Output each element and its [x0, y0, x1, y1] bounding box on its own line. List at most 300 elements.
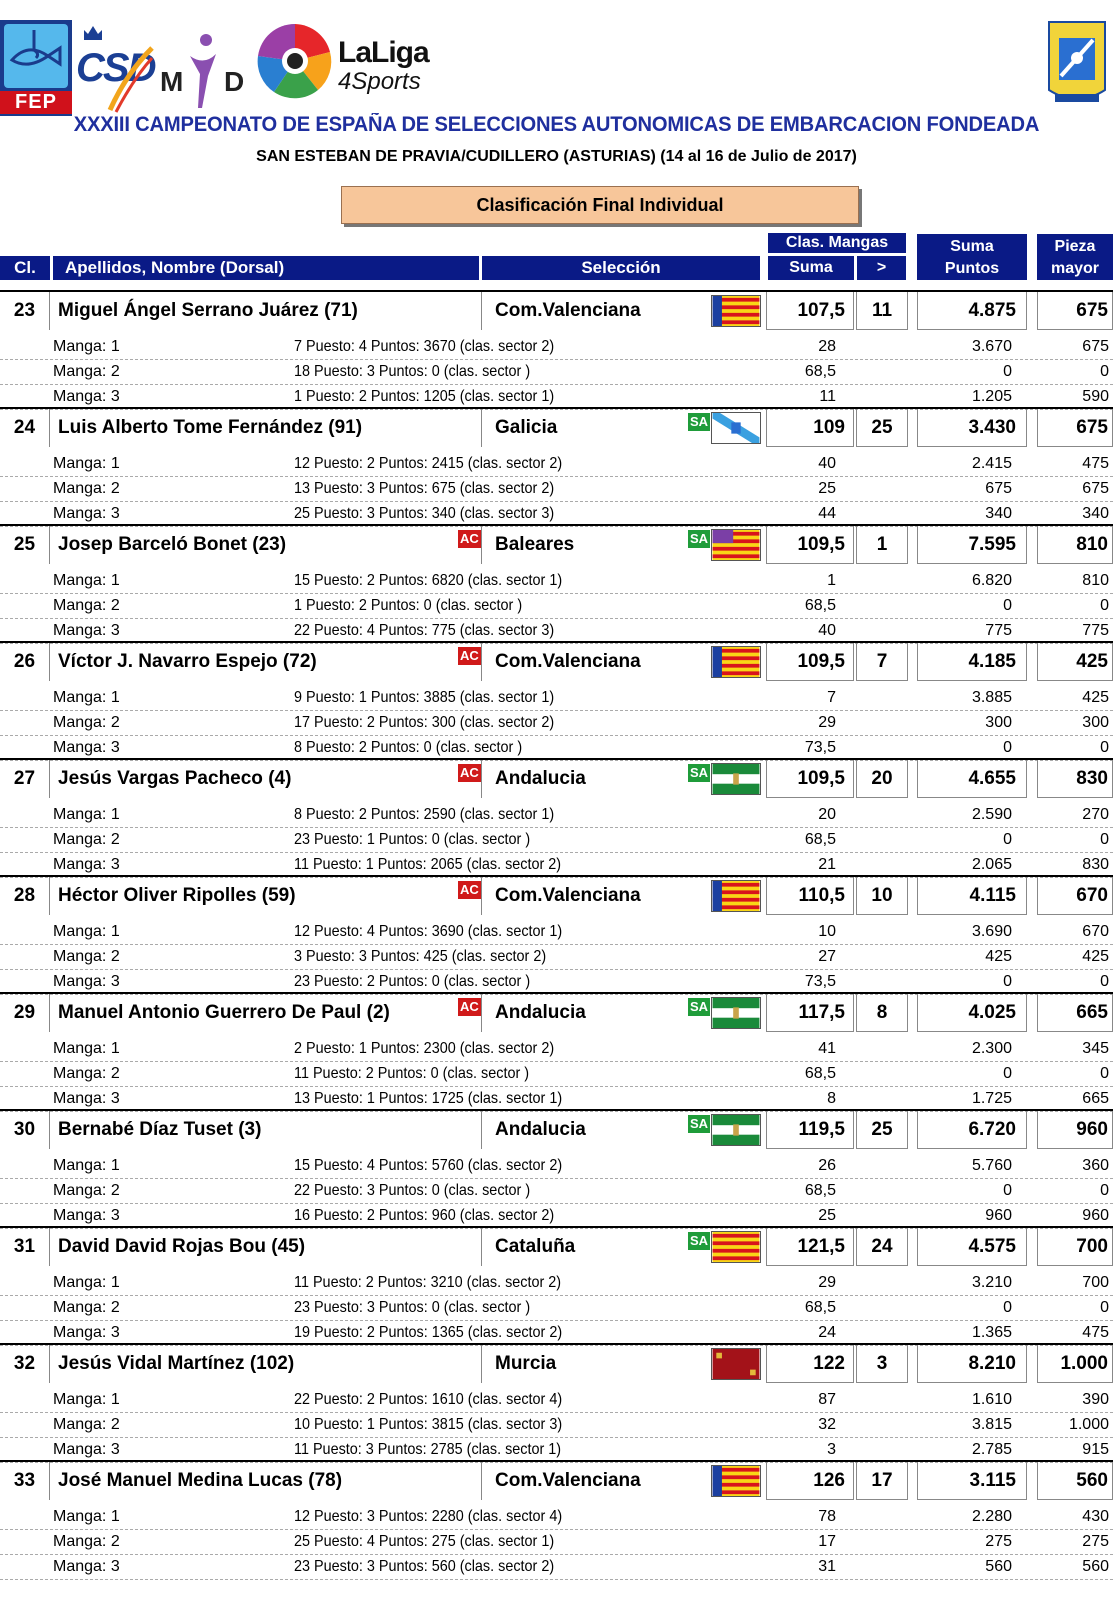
manga-suma: 25 [818, 1207, 836, 1224]
manga-row [0, 1178, 1113, 1204]
manga-row [0, 827, 1113, 853]
manga-row [0, 1061, 1113, 1087]
laliga-logo-subtext: 4Sports [338, 68, 421, 95]
manga-detail: 8 Puesto: 2 Puntos: 0 (clas. sector ) [294, 739, 523, 756]
manga-pieza: 0 [1100, 973, 1109, 990]
manga-detail: 11 Puesto: 3 Puntos: 2785 (clas. sector 1) [294, 1441, 562, 1458]
manga-row [0, 359, 1113, 385]
entry-greater: 25 [856, 1111, 908, 1149]
entry-rank: 23 [0, 292, 50, 330]
manga-puntos: 1.725 [971, 1090, 1012, 1107]
manga-puntos: 340 [985, 505, 1012, 522]
manga-row [0, 1036, 1113, 1062]
manga-detail: 3 Puesto: 3 Puntos: 425 (clas. sector 2) [294, 948, 547, 965]
manga-detail: 13 Puesto: 1 Puntos: 1725 (clas. sector 1) [294, 1090, 563, 1107]
manga-detail: 1 Puesto: 2 Puntos: 1205 (clas. sector 1) [294, 388, 555, 405]
manga-detail: 10 Puesto: 1 Puntos: 3815 (clas. sector 3) [294, 1416, 563, 1433]
manga-label: Manga: 2 [53, 480, 120, 497]
manga-detail: 15 Puesto: 2 Puntos: 6820 (clas. sector 1) [294, 572, 563, 589]
valenciana-flag-icon [711, 1465, 761, 1497]
manga-label: Manga: 1 [53, 1508, 120, 1525]
fep-logo [0, 20, 72, 116]
entry-name: Jesús Vidal Martínez (102) [58, 1353, 295, 1374]
manga-label: Manga: 2 [53, 1065, 120, 1082]
manga-puntos: 960 [985, 1207, 1012, 1224]
col-header-seleccion: Selección [482, 256, 760, 280]
entry-name: Bernabé Díaz Tuset (3) [58, 1119, 262, 1140]
manga-label: Manga: 3 [53, 622, 120, 639]
col-header-cl: Cl. [0, 256, 50, 280]
manga-label: Manga: 2 [53, 597, 120, 614]
andalucia-flag-icon [711, 763, 761, 795]
entry-suma-puntos: 4.875 [917, 292, 1027, 330]
entry-name: Jesús Vargas Pacheco (4) [58, 768, 292, 789]
manga-detail: 23 Puesto: 3 Puntos: 560 (clas. sector 2) [294, 1558, 555, 1575]
manga-suma: 7 [827, 689, 836, 706]
fep-logo-text: FEP [0, 91, 72, 114]
sa-badge: SA [690, 1233, 709, 1248]
manga-detail: 12 Puesto: 3 Puntos: 2280 (clas. sector 4) [294, 1508, 563, 1525]
manga-detail: 19 Puesto: 2 Puntos: 1365 (clas. sector 2) [294, 1324, 563, 1341]
manga-puntos: 2.415 [971, 455, 1012, 472]
manga-pieza: 675 [1082, 338, 1109, 355]
manga-detail: 17 Puesto: 2 Puntos: 300 (clas. sector 2) [294, 714, 555, 731]
manga-suma: 20 [818, 806, 836, 823]
entry-rank: 27 [0, 760, 50, 798]
entry-greater: 8 [856, 994, 908, 1032]
entry-name: Luis Alberto Tome Fernández (91) [58, 417, 363, 438]
entry-suma-puntos: 7.595 [917, 526, 1027, 564]
entry-pieza-mayor: 810 [1037, 526, 1113, 564]
manga-label: Manga: 3 [53, 505, 120, 522]
laliga-logo-text: LaLiga [338, 36, 429, 69]
valenciana-flag-icon [711, 295, 761, 327]
entry-suma-puntos: 3.115 [917, 1462, 1027, 1500]
manga-pieza: 300 [1082, 714, 1109, 731]
entry-seleccion: Com.Valenciana [495, 885, 641, 906]
sa-badge: SA [690, 1116, 709, 1131]
entry-name: Manuel Antonio Guerrero De Paul (2) [58, 1002, 390, 1023]
murcia-flag-icon [711, 1348, 761, 1380]
entry-row [0, 643, 1113, 681]
entry-suma-puntos: 6.720 [917, 1111, 1027, 1149]
mecd-d-text: D [224, 66, 245, 97]
entry-suma: 109,5 [766, 643, 854, 681]
manga-suma: 29 [818, 1274, 836, 1291]
entry-name: Héctor Oliver Ripolles (59) [58, 885, 296, 906]
entry-name: Josep Barceló Bonet (23) [58, 534, 287, 555]
manga-puntos: 2.590 [971, 806, 1012, 823]
manga-detail: 22 Puesto: 3 Puntos: 0 (clas. sector ) [294, 1182, 531, 1199]
andalucia-flag-icon [711, 997, 761, 1029]
manga-row [0, 451, 1113, 477]
entry-name: José Manuel Medina Lucas (78) [58, 1470, 343, 1491]
manga-detail: 23 Puesto: 2 Puntos: 0 (clas. sector ) [294, 973, 531, 990]
manga-row [0, 685, 1113, 711]
manga-puntos: 6.820 [971, 572, 1012, 589]
manga-puntos: 775 [985, 622, 1012, 639]
entry-pieza-mayor: 560 [1037, 1462, 1113, 1500]
col-header-suma-puntos [917, 234, 1027, 280]
manga-detail: 25 Puesto: 3 Puntos: 340 (clas. sector 3) [294, 505, 555, 522]
manga-puntos: 560 [985, 1558, 1012, 1575]
manga-suma: 26 [818, 1157, 836, 1174]
manga-suma: 3 [827, 1441, 836, 1458]
entry-seleccion: Baleares [495, 534, 575, 555]
entry-divider [481, 877, 482, 915]
manga-puntos: 0 [1003, 831, 1012, 848]
manga-puntos: 1.365 [971, 1324, 1012, 1341]
entry-name: David David Rojas Bou (45) [58, 1236, 306, 1257]
manga-suma: 17 [818, 1533, 836, 1550]
manga-puntos: 675 [985, 480, 1012, 497]
manga-pieza: 340 [1082, 505, 1109, 522]
entry-name: Miguel Ángel Serrano Juárez (71) [58, 300, 358, 321]
manga-label: Manga: 1 [53, 923, 120, 940]
figure-icon [186, 32, 220, 110]
entry-suma: 109,5 [766, 760, 854, 798]
entry-rank: 24 [0, 409, 50, 447]
manga-suma: 68,5 [804, 597, 836, 614]
manga-suma: 68,5 [804, 1182, 836, 1199]
entry-suma: 126 [766, 1462, 854, 1500]
entry-pieza-mayor: 670 [1037, 877, 1113, 915]
entry-greater: 3 [856, 1345, 908, 1383]
entry-suma-puntos: 4.655 [917, 760, 1027, 798]
manga-detail: 11 Puesto: 1 Puntos: 2065 (clas. sector 2) [294, 856, 562, 873]
manga-detail: 8 Puesto: 2 Puntos: 2590 (clas. sector 1) [294, 806, 555, 823]
entry-divider [481, 1228, 482, 1266]
manga-row [0, 476, 1113, 502]
manga-label: Manga: 1 [53, 338, 120, 355]
manga-label: Manga: 2 [53, 1416, 120, 1433]
col-header-pieza-mayor [1037, 234, 1113, 280]
entry-row [0, 760, 1113, 798]
manga-pieza: 475 [1082, 455, 1109, 472]
manga-label: Manga: 1 [53, 1391, 120, 1408]
entry-row [0, 409, 1113, 447]
manga-pieza: 960 [1082, 1207, 1109, 1224]
manga-suma: 32 [818, 1416, 836, 1433]
valenciana-flag-icon [711, 646, 761, 678]
manga-suma: 1 [827, 572, 836, 589]
classification-banner: Clasificación Final Individual [341, 186, 859, 224]
entry-pieza-mayor: 425 [1037, 643, 1113, 681]
entry-suma-puntos: 8.210 [917, 1345, 1027, 1383]
csd-logo [76, 24, 156, 114]
entry-rank: 26 [0, 643, 50, 681]
manga-row [0, 1412, 1113, 1438]
manga-label: Manga: 1 [53, 572, 120, 589]
manga-label: Manga: 2 [53, 831, 120, 848]
manga-suma: 87 [818, 1391, 836, 1408]
manga-pieza: 360 [1082, 1157, 1109, 1174]
entry-greater: 10 [856, 877, 908, 915]
csd-logo-text: CSD [76, 46, 155, 90]
manga-puntos: 3.210 [971, 1274, 1012, 1291]
manga-pieza: 1.000 [1068, 1416, 1109, 1433]
manga-puntos: 3.670 [971, 338, 1012, 355]
manga-puntos: 2.280 [971, 1508, 1012, 1525]
entry-divider [481, 409, 482, 447]
manga-row [0, 1529, 1113, 1555]
manga-row [0, 568, 1113, 594]
manga-puntos: 3.815 [971, 1416, 1012, 1433]
manga-pieza: 0 [1100, 831, 1109, 848]
manga-row [0, 593, 1113, 619]
entry-pieza-mayor: 1.000 [1037, 1345, 1113, 1383]
manga-row [0, 802, 1113, 828]
entry-greater: 7 [856, 643, 908, 681]
entry-suma: 110,5 [766, 877, 854, 915]
entry-row [0, 1345, 1113, 1383]
manga-suma: 78 [818, 1508, 836, 1525]
manga-label: Manga: 3 [53, 739, 120, 756]
entry-pieza-mayor: 830 [1037, 760, 1113, 798]
ac-badge: AC [460, 765, 479, 780]
manga-row [0, 334, 1113, 360]
entry-row [0, 292, 1113, 330]
entry-seleccion: Cataluña [495, 1236, 576, 1257]
manga-suma: 73,5 [804, 973, 836, 990]
manga-detail: 12 Puesto: 2 Puntos: 2415 (clas. sector 2) [294, 455, 563, 472]
manga-suma: 11 [819, 388, 836, 405]
entry-divider [481, 526, 482, 564]
manga-suma: 21 [818, 856, 836, 873]
sa-badge: SA [690, 414, 709, 429]
entry-suma: 119,5 [766, 1111, 854, 1149]
manga-pieza: 670 [1082, 923, 1109, 940]
entry-seleccion: Andalucia [495, 1119, 586, 1140]
entry-row [0, 1111, 1113, 1149]
manga-row [0, 710, 1113, 736]
logo-strip [0, 14, 1113, 114]
sa-badge: SA [690, 999, 709, 1014]
manga-row [0, 1153, 1113, 1179]
manga-label: Manga: 3 [53, 1207, 120, 1224]
manga-row [0, 1270, 1113, 1296]
manga-label: Manga: 1 [53, 1157, 120, 1174]
manga-detail: 7 Puesto: 4 Puntos: 3670 (clas. sector 2) [294, 338, 555, 355]
manga-suma: 73,5 [804, 739, 836, 756]
entry-seleccion: Galicia [495, 417, 558, 438]
manga-suma: 68,5 [804, 363, 836, 380]
manga-pieza: 475 [1082, 1324, 1109, 1341]
manga-row [0, 1554, 1113, 1580]
manga-pieza: 270 [1082, 806, 1109, 823]
entry-pieza-mayor: 700 [1037, 1228, 1113, 1266]
manga-puntos: 5.760 [971, 1157, 1012, 1174]
manga-label: Manga: 3 [53, 1324, 120, 1341]
manga-puntos: 0 [1003, 363, 1012, 380]
manga-puntos: 2.785 [971, 1441, 1012, 1458]
manga-pieza: 0 [1100, 739, 1109, 756]
col-header-pieza-line1: Pieza [1054, 238, 1096, 255]
andalucia-flag-icon [711, 1114, 761, 1146]
col-header-suma-puntos-line1: Suma [950, 238, 994, 255]
swoosh-icon [106, 44, 154, 114]
manga-suma: 68,5 [804, 831, 836, 848]
entry-seleccion: Com.Valenciana [495, 300, 641, 321]
manga-suma: 27 [818, 948, 836, 965]
manga-label: Manga: 3 [53, 973, 120, 990]
manga-detail: 13 Puesto: 3 Puntos: 675 (clas. sector 2) [294, 480, 555, 497]
entry-row [0, 994, 1113, 1032]
manga-pieza: 0 [1100, 1182, 1109, 1199]
manga-suma: 68,5 [804, 1065, 836, 1082]
entry-suma: 109,5 [766, 526, 854, 564]
territorial-federation-logo [1045, 20, 1109, 108]
entry-suma-puntos: 3.430 [917, 409, 1027, 447]
manga-pieza: 275 [1082, 1533, 1109, 1550]
entry-rank: 25 [0, 526, 50, 564]
manga-suma: 24 [818, 1324, 836, 1341]
manga-pieza: 430 [1082, 1508, 1109, 1525]
manga-label: Manga: 3 [53, 856, 120, 873]
sa-badge: SA [690, 531, 709, 546]
entry-pieza-mayor: 665 [1037, 994, 1113, 1032]
manga-label: Manga: 2 [53, 714, 120, 731]
manga-suma: 41 [818, 1040, 836, 1057]
entry-greater: 17 [856, 1462, 908, 1500]
manga-puntos: 425 [985, 948, 1012, 965]
manga-pieza: 425 [1082, 689, 1109, 706]
manga-suma: 29 [818, 714, 836, 731]
col-header-suma-puntos-line2: Puntos [944, 260, 1000, 277]
manga-label: Manga: 1 [53, 689, 120, 706]
manga-puntos: 0 [1003, 739, 1012, 756]
manga-puntos: 2.065 [971, 856, 1012, 873]
manga-suma: 44 [818, 505, 836, 522]
entry-suma-puntos: 4.115 [917, 877, 1027, 915]
entry-suma: 122 [766, 1345, 854, 1383]
manga-detail: 18 Puesto: 3 Puntos: 0 (clas. sector ) [294, 363, 531, 380]
manga-puntos: 1.610 [971, 1391, 1012, 1408]
manga-pieza: 345 [1082, 1040, 1109, 1057]
manga-detail: 25 Puesto: 4 Puntos: 275 (clas. sector 1) [294, 1533, 555, 1550]
fish-icon [4, 24, 68, 88]
manga-suma: 40 [818, 455, 836, 472]
entry-suma-puntos: 4.185 [917, 643, 1027, 681]
manga-detail: 2 Puesto: 1 Puntos: 2300 (clas. sector 2) [294, 1040, 555, 1057]
entry-divider [481, 994, 482, 1032]
laliga-ball-icon [256, 22, 334, 100]
entry-greater: 11 [856, 292, 908, 330]
ac-badge: AC [460, 882, 479, 897]
manga-puntos: 3.885 [971, 689, 1012, 706]
manga-detail: 9 Puesto: 1 Puntos: 3885 (clas. sector 1) [294, 689, 555, 706]
manga-row [0, 1295, 1113, 1321]
mecd-m-text: M [160, 66, 184, 97]
entry-suma: 121,5 [766, 1228, 854, 1266]
entry-seleccion: Murcia [495, 1353, 557, 1374]
entry-name: Víctor J. Navarro Espejo (72) [58, 651, 317, 672]
manga-detail: 23 Puesto: 1 Puntos: 0 (clas. sector ) [294, 831, 531, 848]
ac-badge: AC [460, 531, 479, 546]
ac-badge: AC [460, 999, 479, 1014]
manga-label: Manga: 2 [53, 1533, 120, 1550]
manga-label: Manga: 1 [53, 1040, 120, 1057]
entry-suma-puntos: 4.575 [917, 1228, 1027, 1266]
manga-puntos: 0 [1003, 597, 1012, 614]
manga-pieza: 810 [1082, 572, 1109, 589]
entry-divider [481, 1462, 482, 1500]
col-header-suma: Suma [768, 256, 854, 280]
manga-puntos: 275 [985, 1533, 1012, 1550]
manga-detail: 16 Puesto: 2 Puntos: 960 (clas. sector 2) [294, 1207, 555, 1224]
entry-divider [481, 760, 482, 798]
entry-divider [481, 1345, 482, 1383]
manga-label: Manga: 1 [53, 806, 120, 823]
entry-seleccion: Andalucia [495, 1002, 586, 1023]
entry-suma-puntos: 4.025 [917, 994, 1027, 1032]
manga-detail: 11 Puesto: 2 Puntos: 0 (clas. sector ) [294, 1065, 530, 1082]
manga-pieza: 390 [1082, 1391, 1109, 1408]
manga-label: Manga: 3 [53, 1558, 120, 1575]
manga-puntos: 0 [1003, 1182, 1012, 1199]
page-subtitle: SAN ESTEBAN DE PRAVIA/CUDILLERO (ASTURIAS) (14 al 16 de Julio de 2017) [256, 148, 857, 165]
entry-greater: 1 [856, 526, 908, 564]
entry-row [0, 1462, 1113, 1500]
manga-pieza: 0 [1100, 1299, 1109, 1316]
entry-suma: 109 [766, 409, 854, 447]
manga-suma: 68,5 [804, 1299, 836, 1316]
manga-pieza: 425 [1082, 948, 1109, 965]
entry-seleccion: Com.Valenciana [495, 651, 641, 672]
manga-puntos: 0 [1003, 973, 1012, 990]
manga-detail: 22 Puesto: 2 Puntos: 1610 (clas. sector 4) [294, 1391, 563, 1408]
manga-puntos: 0 [1003, 1065, 1012, 1082]
sa-badge: SA [690, 765, 709, 780]
galicia-flag-icon [711, 412, 761, 444]
entry-divider [481, 643, 482, 681]
entry-rank: 30 [0, 1111, 50, 1149]
manga-label: Manga: 1 [53, 1274, 120, 1291]
manga-pieza: 675 [1082, 480, 1109, 497]
col-header-name: Apellidos, Nombre (Dorsal) [53, 256, 479, 280]
manga-label: Manga: 2 [53, 948, 120, 965]
entry-suma: 117,5 [766, 994, 854, 1032]
manga-label: Manga: 3 [53, 1090, 120, 1107]
col-header-clas-mangas: Clas. Mangas [768, 233, 906, 253]
manga-detail: 1 Puesto: 2 Puntos: 0 (clas. sector ) [294, 597, 523, 614]
entry-suma: 107,5 [766, 292, 854, 330]
crown-icon [82, 24, 104, 42]
mecd-logo [160, 32, 250, 112]
manga-suma: 40 [818, 622, 836, 639]
manga-suma: 8 [827, 1090, 836, 1107]
entry-pieza-mayor: 675 [1037, 409, 1113, 447]
entry-rank: 33 [0, 1462, 50, 1500]
manga-suma: 28 [818, 338, 836, 355]
manga-row [0, 1504, 1113, 1530]
manga-pieza: 775 [1082, 622, 1109, 639]
manga-puntos: 0 [1003, 1299, 1012, 1316]
col-header-pieza-line2: mayor [1050, 260, 1100, 277]
manga-pieza: 830 [1082, 856, 1109, 873]
entry-greater: 24 [856, 1228, 908, 1266]
manga-pieza: 665 [1082, 1090, 1109, 1107]
manga-suma: 25 [818, 480, 836, 497]
manga-puntos: 1.205 [971, 388, 1012, 405]
baleares-flag-icon [711, 529, 761, 561]
entry-divider [481, 1111, 482, 1149]
entry-rank: 29 [0, 994, 50, 1032]
entry-rank: 31 [0, 1228, 50, 1266]
cataluna-flag-icon [711, 1231, 761, 1263]
page-title: XXXIII CAMPEONATO DE ESPAÑA DE SELECCIONES AUTONOMICAS DE EMBARCACION FONDEADA [73, 113, 1040, 136]
manga-detail: 15 Puesto: 4 Puntos: 5760 (clas. sector 2) [294, 1157, 563, 1174]
